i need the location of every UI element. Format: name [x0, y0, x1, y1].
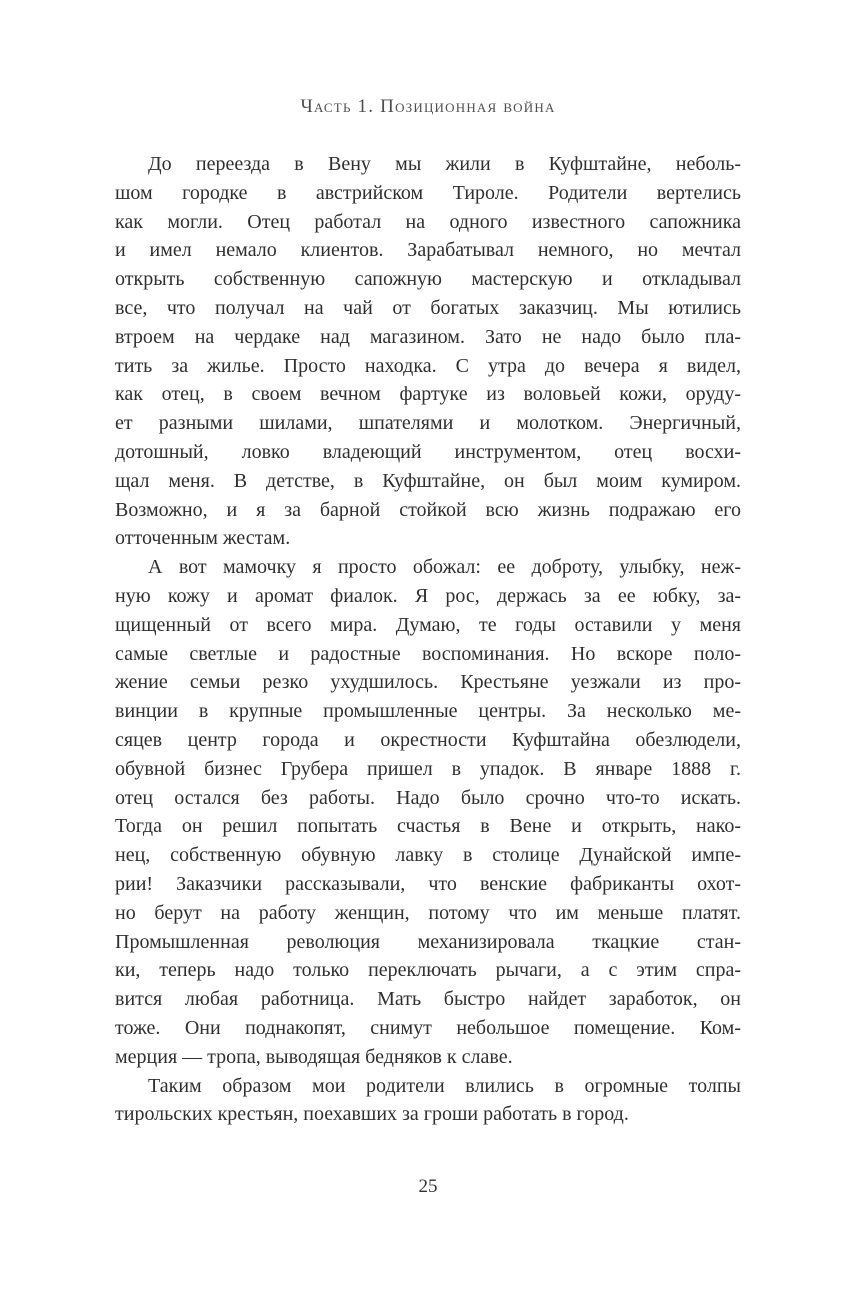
text-line: тирольских крестьян, поехавших за гроши работать в город.: [115, 1103, 629, 1126]
text-line: До переезда в Вену мы жили в Куфштайне, неболь-: [148, 153, 741, 175]
text-line: жение семьи резко ухудшилось. Крестьяне уезжали из про-: [115, 671, 741, 694]
text-line: А вот мамочку я просто обожал: ее доброту, улыбку, неж-: [148, 556, 741, 579]
text-line: рии! Заказчики рассказывали, что венские фабриканты охот-: [115, 872, 741, 895]
text-line: щищенный от всего мира. Думаю, те годы оставили у меня: [115, 613, 741, 636]
text-line: мерция — тропа, выводящая бедняков к славе.: [115, 1045, 513, 1068]
text-line: дотошный, ловко владеющий инструментом, отец восхи-: [115, 440, 741, 463]
text-line: и имел немало клиентов. Зарабатывал немного, но мечтал: [115, 239, 741, 262]
text-line: отточенным жестам.: [115, 527, 291, 550]
text-line: но берут на работу женщин, потому что им меньше платят.: [115, 901, 741, 924]
text-line: тоже. Они поднакопят, снимут небольшое помещение. Ком-: [115, 1016, 741, 1039]
paragraph: [115, 553, 741, 1071]
text-line: Возможно, и я за барной стойкой всю жизнь подражаю его: [115, 498, 741, 521]
text-line: втроем на чердаке над магазином. Зато не надо было пла-: [115, 325, 741, 348]
text-line: вится любая работница. Мать быстро найдет заработок, он: [115, 988, 741, 1011]
text-line: как отец, в своем вечном фартуке из воловьей кожи, оруду-: [115, 383, 741, 406]
text-line: щал меня. В детстве, в Куфштайне, он был моим кумиром.: [115, 469, 741, 492]
text-line: как могли. Отец работал на одного известного сапожника: [115, 210, 741, 233]
text-line: открыть собственную сапожную мастерскую и откладывал: [115, 268, 741, 291]
text-line: Промышленная революция механизировала ткацкие стан-: [115, 930, 741, 953]
text-line: сяцев центр города и окрестности Куфштайна обезлюдели,: [115, 728, 741, 751]
text-line: нец, собственную обувную лавку в столице Дунайской импе-: [115, 844, 741, 867]
text-line: Таким образом мои родители влились в огромные толпы: [148, 1074, 741, 1097]
text-line: отец остался без работы. Надо было срочно что-то искать.: [115, 786, 741, 809]
text-line: тить за жилье. Просто находка. С утра до вечера я видел,: [115, 354, 741, 377]
page-number: 25: [418, 1176, 438, 1197]
text-line: обувной бизнес Грубера пришел в упадок. В январе 1888 г.: [115, 757, 741, 780]
running-header: Часть 1. Позиционная война: [300, 96, 556, 117]
text-line: винции в крупные промышленные центры. За несколько ме-: [115, 700, 741, 723]
text-line: ки, теперь надо только переключать рычаги, а с этим спра-: [115, 959, 741, 982]
text-line: шом городке в австрийском Тироле. Родители вертелись: [115, 181, 741, 204]
text-line: самые светлые и радостные воспоминания. Но вскоре поло-: [115, 642, 741, 665]
text-line: ную кожу и аромат фиалок. Я рос, держась за ее юбку, за-: [115, 584, 741, 607]
paragraph: [115, 150, 741, 553]
text-line: Тогда он решил попытать счастья в Вене и открыть, нако-: [115, 815, 741, 838]
text-line: ет разными шилами, шпателями и молотком. Энергичный,: [115, 412, 741, 435]
text-line: все, что получал на чай от богатых заказчиц. Мы ютились: [115, 296, 741, 319]
page-text: [115, 150, 741, 1129]
paragraph: [115, 1072, 741, 1130]
